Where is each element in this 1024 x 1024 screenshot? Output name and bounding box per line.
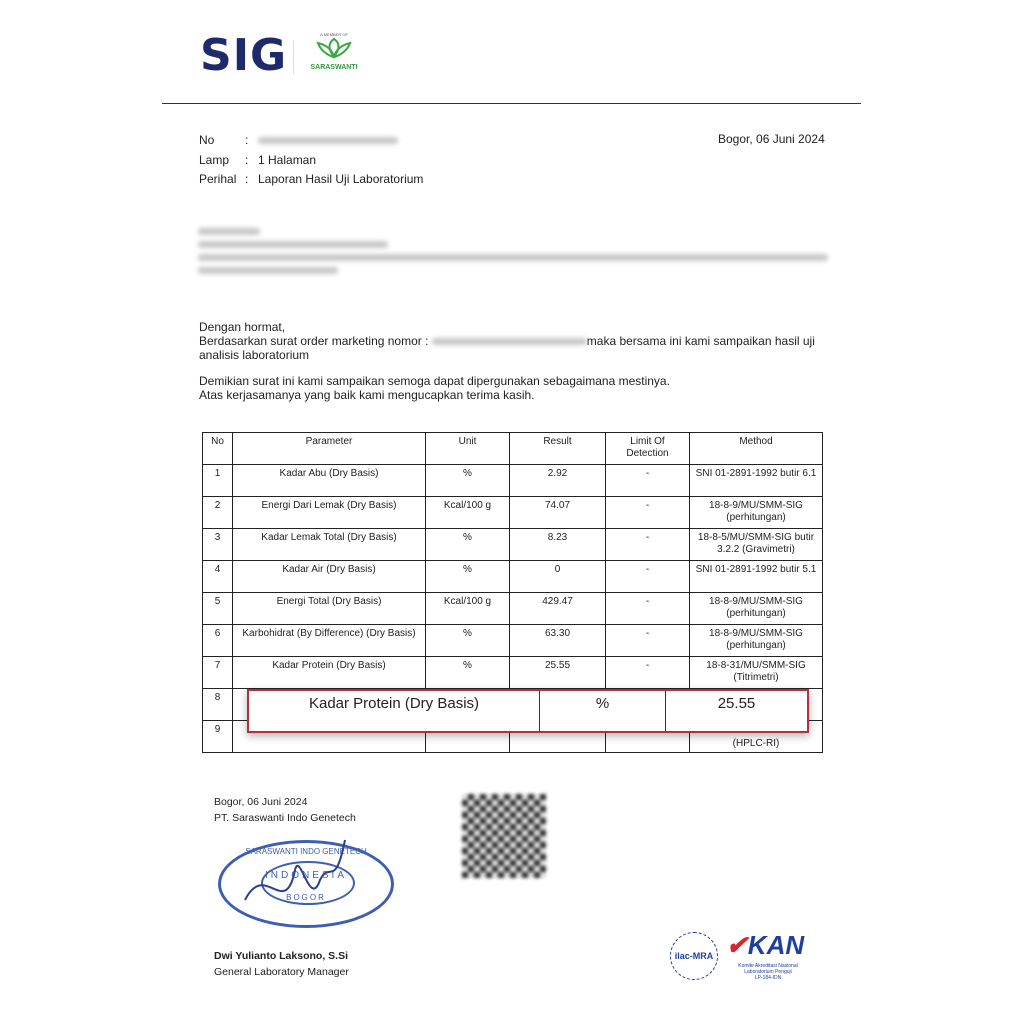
table-cell: SNI 01-2891-1992 butir 5.1 — [690, 561, 823, 593]
column-header: No — [203, 433, 233, 465]
table-cell: - — [606, 529, 690, 561]
table-header — [203, 433, 823, 465]
table-cell: % — [426, 561, 510, 593]
table-cell: 2 — [203, 497, 233, 529]
stamp-city: BOGOR — [286, 893, 326, 902]
table-cell: 18-8-9/MU/SMM-SIG (perhitungan) — [690, 593, 823, 625]
table-row — [203, 593, 823, 625]
table-cell: % — [426, 529, 510, 561]
popup-result: 25.55 — [717, 695, 756, 712]
table-cell: 18-8-9/MU/SMM-SIG (perhitungan) — [690, 625, 823, 657]
table-cell: - — [606, 593, 690, 625]
table-cell: Energi Total (Dry Basis) — [233, 593, 426, 625]
kan-lab: Laboratorium Penguji — [744, 969, 792, 975]
table-cell: Kadar Protein (Dry Basis) — [233, 657, 426, 689]
table-cell: 8.23 — [510, 529, 606, 561]
sig-logo: SIG — [200, 30, 288, 81]
table-cell: % — [426, 465, 510, 497]
table-cell: 25.55 — [510, 657, 606, 689]
redacted-order-number — [432, 338, 587, 345]
table-cell: 8 — [203, 689, 233, 721]
kan-no: LP-184-IDN — [754, 975, 782, 981]
sign-date: Bogor, 06 Juni 2024 — [214, 796, 308, 808]
table-cell: Karbohidrat (By Difference) (Dry Basis) — [233, 625, 426, 657]
redacted-number — [258, 137, 398, 144]
leaf-icon — [314, 37, 354, 59]
table-cell: Kcal/100 g — [426, 593, 510, 625]
table-cell: 0 — [510, 561, 606, 593]
logo-divider — [293, 40, 294, 74]
colon: : — [245, 152, 249, 167]
redacted-address — [198, 228, 828, 274]
handwritten-signature — [235, 820, 355, 930]
table-cell: Kcal/100 g — [426, 497, 510, 529]
signatory — [214, 948, 349, 980]
table-cell: 18-8-31/MU/SMM-SIG (Titrimetri) — [690, 657, 823, 689]
table-cell: SNI 01-2891-1992 butir 6.1 — [690, 465, 823, 497]
table-cell: 9 — [203, 721, 233, 753]
closing-1: Demikian surat ini kami sampaikan semoga dapat dipergunakan sebagaimana mestinya. — [199, 374, 670, 388]
popup-parameter: Kadar Protein (Dry Basis) — [249, 691, 540, 731]
paragraph-1 — [199, 334, 829, 362]
stamp-text: SARASWANTI INDO GENETECH — [245, 847, 367, 856]
saraswanti-logo — [306, 32, 362, 71]
sign-company: PT. Saraswanti Indo Genetech — [214, 812, 356, 824]
ilac-mra-logo: ilac-MRA — [670, 932, 718, 980]
table-cell: Kadar Lemak Total (Dry Basis) — [233, 529, 426, 561]
colon: : — [245, 172, 249, 186]
table-cell: 5 — [203, 593, 233, 625]
closing-2: Atas kerjasamanya yang baik kami mengucapkan terima kasih. — [199, 388, 535, 402]
table-cell: 63.30 — [510, 625, 606, 657]
greeting: Dengan hormat, — [199, 320, 286, 334]
table-cell: 2.92 — [510, 465, 606, 497]
table-row — [203, 465, 823, 497]
para1-end: maka bersama ini kami sampaikan hasil uji analisis laboratorium — [199, 334, 815, 362]
highlight-popup — [247, 689, 809, 733]
kan-sub: Komite Akreditasi Nasional — [738, 963, 798, 969]
table-cell: - — [606, 465, 690, 497]
column-header: Parameter — [233, 433, 426, 465]
perihal-label: Perihal — [199, 172, 237, 186]
column-header: Unit — [426, 433, 510, 465]
table-cell: 6 — [203, 625, 233, 657]
colon: : — [245, 133, 249, 147]
table-cell: 7 — [203, 657, 233, 689]
perihal-value: Laporan Hasil Uji Laboratorium — [258, 172, 424, 186]
lamp-value: 1 Halaman — [258, 152, 317, 167]
table-cell: - — [606, 657, 690, 689]
lamp-label: Lamp — [199, 152, 230, 167]
table-cell: % — [426, 657, 510, 689]
popup-unit: % — [540, 691, 666, 731]
table-cell: 18-8-5/MU/SMM-SIG butir 3.2.2 (Gravimetri) — [690, 529, 823, 561]
table-row — [203, 529, 823, 561]
table-row — [203, 561, 823, 593]
signatory-title: General Laboratory Manager — [214, 966, 349, 978]
stamp-country: INDONESIA — [264, 870, 347, 881]
logo-name: SARASWANTI — [310, 64, 358, 71]
table-cell: 4 — [203, 561, 233, 593]
header-rule — [162, 103, 861, 104]
table-cell: 429.47 — [510, 593, 606, 625]
table-cell: Energi Dari Lemak (Dry Basis) — [233, 497, 426, 529]
para1-start: Berdasarkan surat order marketing nomor : — [199, 334, 429, 348]
no-label: No — [199, 133, 215, 147]
kan-logo: ✔KAN — [726, 930, 805, 960]
table-cell: 1 — [203, 465, 233, 497]
letter-date: Bogor, 06 Juni 2024 — [718, 132, 825, 146]
letter-body — [199, 320, 829, 402]
table-cell: 74.07 — [510, 497, 606, 529]
table-row — [203, 657, 823, 689]
column-header: Limit Of Detection — [606, 433, 690, 465]
kan-subtitle — [728, 963, 808, 981]
column-header: Method — [690, 433, 823, 465]
qr-code — [462, 794, 546, 878]
table-cell: - — [606, 625, 690, 657]
table-cell: % — [426, 625, 510, 657]
table-row — [203, 497, 823, 529]
table-cell: (HPLC-RI) — [690, 721, 823, 753]
logo-tagline: A MEMBER OF — [320, 32, 348, 37]
table-cell: Kadar Abu (Dry Basis) — [233, 465, 426, 497]
column-header: Result — [510, 433, 606, 465]
table-cell: Kadar Air (Dry Basis) — [233, 561, 426, 593]
signatory-name: Dwi Yulianto Laksono, S.Si — [214, 950, 348, 962]
table-cell: - — [606, 497, 690, 529]
table-row — [203, 625, 823, 657]
kan-text: KAN — [747, 930, 805, 960]
table-cell: - — [606, 561, 690, 593]
table-cell: 3 — [203, 529, 233, 561]
table-cell: 18-8-9/MU/SMM-SIG (perhitungan) — [690, 497, 823, 529]
letter-meta — [199, 131, 423, 190]
